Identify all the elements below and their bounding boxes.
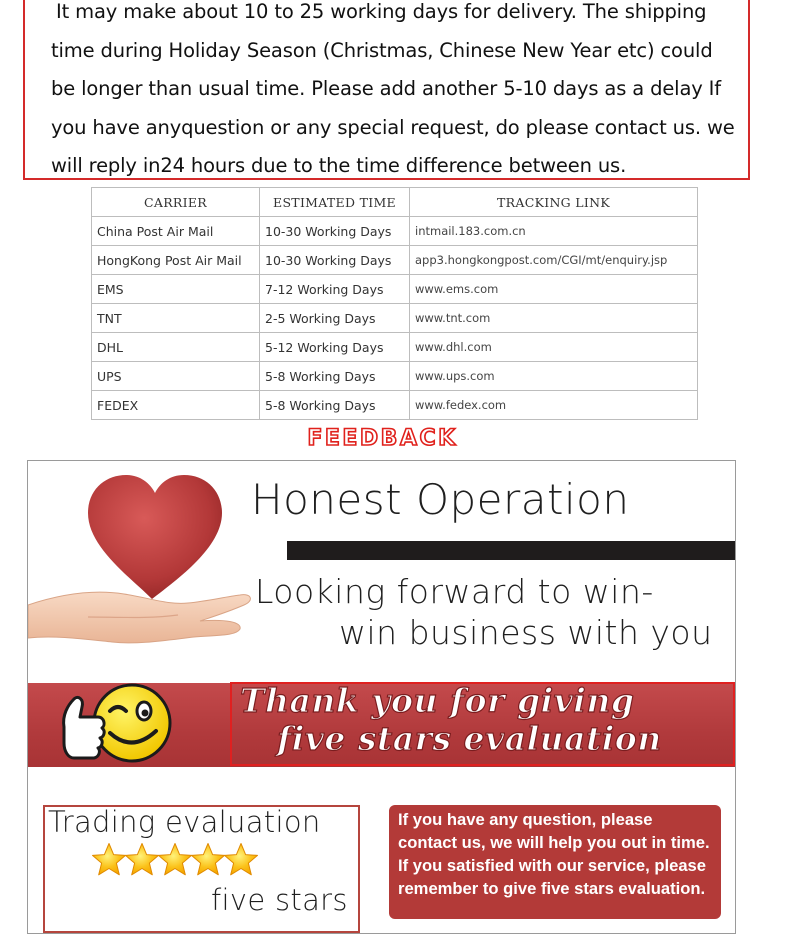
star-icon	[157, 842, 193, 878]
notice-line: It may make about 10 to 25 working days for delivery. The shipping	[56, 0, 707, 23]
star-icon	[190, 842, 226, 878]
feedback-title: FEEDBACK	[307, 426, 458, 451]
notice-line: will reply in24 hours due to the time difference between us.	[51, 154, 627, 177]
divider-bar	[287, 541, 736, 560]
column-header-carrier: CARRIER	[92, 188, 260, 217]
heart-in-hand-illustration	[28, 467, 278, 667]
tracking-link-cell: www.ems.com	[410, 275, 698, 304]
shipping-table	[91, 187, 698, 420]
tracking-link-cell: app3.hongkongpost.com/CGI/mt/enquiry.jsp	[410, 246, 698, 275]
notice-line: be longer than usual time. Please add another 5-10 days as a delay If	[51, 77, 721, 100]
time-cell: 5-8 Working Days	[260, 362, 410, 391]
shipping-notice	[23, 0, 750, 180]
star-icon	[124, 842, 160, 878]
column-header-tracking-link: TRACKING LINK	[410, 188, 698, 217]
slogan-line-1: Looking forward to win-	[255, 572, 654, 611]
table-row	[92, 333, 698, 362]
carrier-cell: FEDEX	[92, 391, 260, 420]
trading-evaluation-label: Trading evaluation	[48, 805, 321, 839]
carrier-cell: TNT	[92, 304, 260, 333]
time-cell: 7-12 Working Days	[260, 275, 410, 304]
tracking-link-cell: intmail.183.com.cn	[410, 217, 698, 246]
time-cell: 5-8 Working Days	[260, 391, 410, 420]
time-cell: 2-5 Working Days	[260, 304, 410, 333]
tracking-link-cell: www.ups.com	[410, 362, 698, 391]
column-header-estimated-time: ESTIMATED TIME	[260, 188, 410, 217]
time-cell: 10-30 Working Days	[260, 217, 410, 246]
carrier-cell: UPS	[92, 362, 260, 391]
table-header-row	[92, 188, 698, 217]
carrier-cell: EMS	[92, 275, 260, 304]
star-icon	[223, 842, 259, 878]
heart-icon	[88, 475, 222, 599]
table-row	[92, 246, 698, 275]
slogan-line-2: win business with you	[339, 613, 713, 652]
time-cell: 10-30 Working Days	[260, 246, 410, 275]
carrier-cell: DHL	[92, 333, 260, 362]
carrier-cell: HongKong Post Air Mail	[92, 246, 260, 275]
notice-line: time during Holiday Season (Christmas, Chinese New Year etc) could	[51, 39, 713, 62]
thanks-line-1: Thank you for giving	[240, 681, 635, 720]
smiley-thumbs-up-icon	[58, 681, 178, 771]
star-icon	[91, 842, 127, 878]
tracking-link-cell: www.fedex.com	[410, 391, 698, 420]
feedback-panel	[27, 460, 736, 934]
hand-icon	[28, 592, 250, 643]
notice-line: you have anyquestion or any special request, do please contact us. we	[51, 116, 735, 139]
thanks-box	[230, 682, 735, 766]
thanks-line-2: five stars evaluation	[277, 719, 662, 758]
table-row	[92, 391, 698, 420]
table-row	[92, 304, 698, 333]
table-row	[92, 275, 698, 304]
table-row	[92, 362, 698, 391]
five-stars-label: five stars	[211, 883, 348, 917]
table-row	[92, 217, 698, 246]
tracking-link-cell: www.tnt.com	[410, 304, 698, 333]
time-cell: 5-12 Working Days	[260, 333, 410, 362]
honest-operation-heading: Honest Operation	[251, 475, 630, 524]
trading-evaluation-box	[43, 805, 360, 933]
carrier-cell: China Post Air Mail	[92, 217, 260, 246]
tracking-link-cell: www.dhl.com	[410, 333, 698, 362]
contact-message: If you have any question, please contact us, we will help you out in time. If you satisfied with our service, please remember to give five stars evaluation.	[389, 805, 721, 919]
